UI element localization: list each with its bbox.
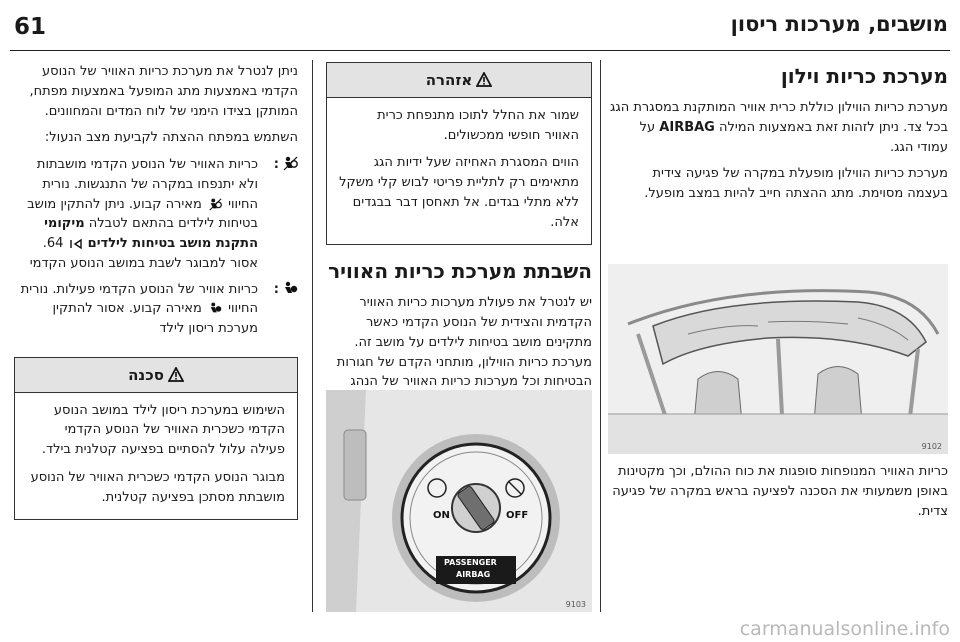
danger-triangle-icon — [168, 367, 184, 382]
warning-box — [326, 62, 592, 245]
passenger-airbag-switch-illustration — [326, 390, 592, 612]
state-on-text: כריות אוויר של הנוסע הקדמי פעילות. נורית החיווי מאירה קבוע. אסור להתקין מערכת ריסון לילד — [20, 281, 258, 336]
figure-code: 9103 — [565, 600, 586, 609]
danger-header — [15, 358, 297, 393]
warning-body — [327, 98, 591, 245]
section-title-curtain-airbag: מערכת כריות וילון — [780, 64, 948, 88]
airbag-off-icon — [282, 155, 298, 171]
warning-paragraph: שמור את החלל לתוכו מתנפחת כרית האוויר חופשי ממכשולים. — [377, 107, 579, 143]
curtain-paragraph-1: מערכת כריות הווילון כוללת כרית אוויר המותקנת במסגרת הגג בכל צד. ניתן לזהות זאת באמצעות המילה AIRBAG על עמודי הגג. — [610, 100, 948, 155]
warning-label: אזהרה — [425, 71, 473, 89]
warning-triangle-icon — [476, 72, 492, 87]
column-divider — [600, 60, 601, 612]
switch-label-off: OFF — [506, 510, 529, 521]
danger-body — [15, 393, 297, 520]
danger-paragraph: השימוש במערכת ריסון לילד במושב הנוסע הקדמי כשכרית האוויר של הנוסע הקדמי פעילה עלול להסתיים בפציעה קטלנית בילד. — [41, 402, 285, 458]
figure-code: 9102 — [921, 442, 942, 451]
running-title: מושבים, מערכות ריסון — [730, 12, 948, 36]
switch-label-on: ON — [433, 510, 450, 521]
state-off-symbol: : — [258, 155, 298, 274]
page-reference-arrow-icon — [70, 238, 82, 250]
danger-label: סכנה — [128, 365, 164, 384]
car-interior-icon — [608, 264, 948, 454]
deactivation-switch-paragraph: ניתן לנטרל את מערכת כריות האוויר של הנוסע הקדמי באמצעות מתג המופעל באמצעות מפתח, המותקן בצידו הימני של לוח המדים והמחוונים. — [29, 64, 298, 119]
switch-badge-line1: PASSENGER — [444, 558, 497, 567]
column-divider — [312, 60, 313, 612]
danger-paragraph: מבוגר הנוסע הקדמי כשכרית האוויר של הנוסע מושבתת מסתכן בפציעה קטלנית. — [30, 469, 285, 505]
deactivation-paragraph: יש לנטרל את פעולת מערכות כריות האוויר הקדמית והצידית של הנוסע הקדמי כאשר מתקינים מושב בטיחות לילדים על מושב זה. מערכת כריות הווילון, מותחני הקדם של חגורות הבטיחות וכל מערכות כריות האוויר של הנהג — [336, 295, 592, 390]
airbag-on-icon — [282, 280, 298, 296]
key-position-intro: השתמש במפתח ההצתה לקביעת מצב הנעול: — [44, 130, 298, 146]
warning-header — [327, 63, 591, 98]
right-column — [608, 62, 948, 211]
danger-box — [14, 357, 298, 521]
header-rule — [10, 50, 950, 51]
page-number: 61 — [14, 14, 47, 40]
watermark: carmanualsonline.info — [739, 618, 950, 640]
switch-badge-line2: AIRBAG — [456, 570, 491, 579]
left-column — [14, 62, 298, 520]
airbag-word: AIRBAG — [659, 119, 715, 135]
state-off-text: כריות האוויר של הנוסע הקדמי מושבתות ולא יתנפחו במקרה של התנגשות. נורית החיווי מאירה קבוע. ניתן להתקין מושב בטיחות לילדים בהתאם לטבלה מיקומי התקנת מושב בטיחות לילדים 64. אסור למבוגר לשבת במושב הנוסע הקדמי — [27, 157, 258, 271]
curtain-caption-block — [608, 462, 948, 528]
warning-paragraph: הווים המסגרת האחיזה שעל ידיות הגג מתאימים רק לתליית פריטי לבוש קלי משקל ללא מתלי בגדים. אל תאחסן דבר בבגדים אלה. — [339, 155, 579, 230]
section-title-deactivation: השבתת מערכת כריות האוויר — [328, 259, 592, 284]
state-on-row — [14, 280, 298, 339]
state-off-row — [14, 155, 298, 274]
state-on-symbol: : — [258, 280, 298, 339]
curtain-caption: כריות האוויר המנופחות סופגות את כוח ההולם, וכך מקטינות באופן משמעותי את הסכנה לפציעה בראש במקרה של פגיעה צדית. — [612, 464, 948, 519]
page-header — [0, 0, 960, 52]
airbag-off-indicator-icon — [208, 197, 222, 211]
curtain-paragraph-2: מערכת כריות הווילון מופעלת במקרה של פגיעה צידית בעצמה מסוימת. מתג ההצתה חייב להיות במצב מופעל. — [644, 166, 948, 201]
curtain-airbag-illustration — [608, 264, 948, 454]
middle-column — [326, 62, 592, 419]
airbag-on-indicator-icon — [208, 301, 222, 315]
seat-table-reference: מיקומי התקנת מושב בטיחות לילדים — [44, 216, 258, 251]
